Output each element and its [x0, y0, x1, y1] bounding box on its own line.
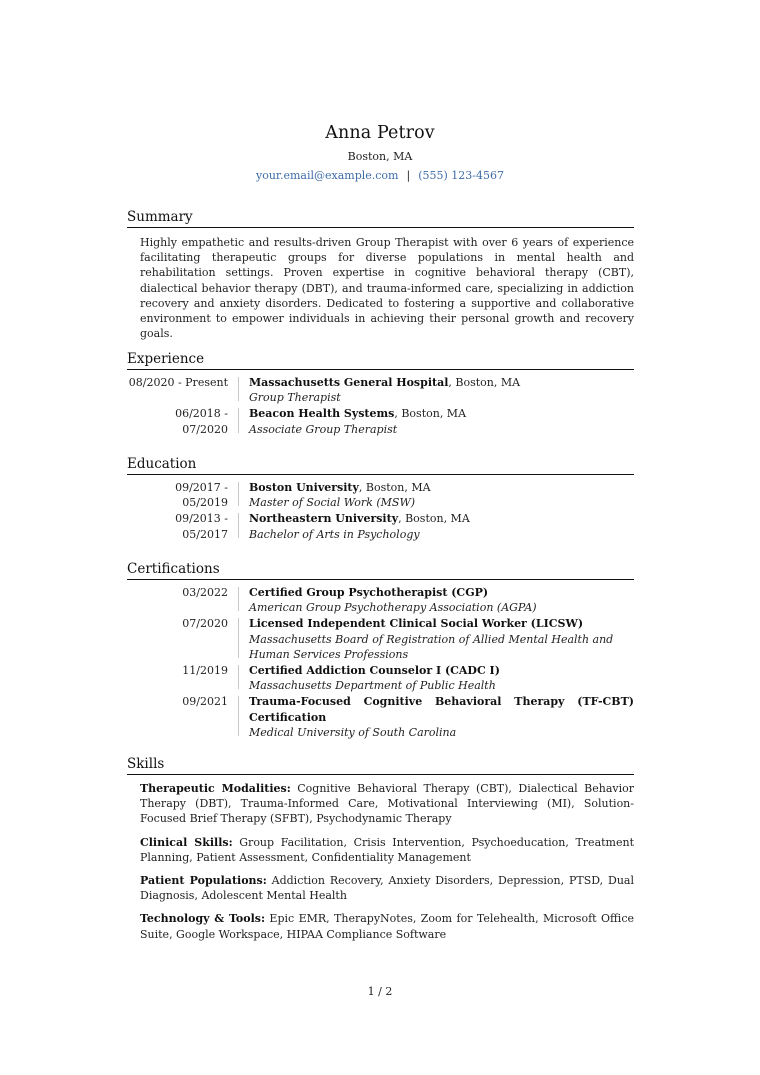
entry-location: , Boston, MA	[358, 481, 431, 494]
candidate-name: Anna Petrov	[325, 123, 435, 143]
entry-date: 09/2021	[182, 695, 228, 709]
skill-group-text: Epic EMR, TherapyNotes, Zoom for Telehealth, Microsoft Office Suite, Google Workspace, HIPAA Compliance Software	[140, 912, 634, 941]
skill-group	[140, 911, 634, 941]
certifications-section	[127, 561, 634, 741]
entry-role: Associate Group Therapist	[249, 422, 398, 436]
entry-location: , Boston, MA	[448, 376, 521, 389]
skill-group-label: Therapeutic Modalities:	[140, 782, 291, 795]
skill-group-label: Technology & Tools:	[140, 912, 265, 926]
education-entry	[127, 511, 634, 541]
entry-date: 11/2019	[182, 664, 228, 678]
certification-entry	[127, 694, 634, 740]
entry-organization: Massachusetts General Hospital	[249, 376, 449, 389]
entry-degree: Bachelor of Arts in Psychology	[249, 527, 420, 541]
entry-location: , Boston, MA	[398, 512, 470, 526]
experience-rule	[127, 369, 634, 370]
skill-group-text: Group Facilitation, Crisis Intervention, Psychoeducation, Treatment Planning, Patient Assessment, Confidentiality Management	[140, 835, 634, 864]
certification-entry	[127, 663, 634, 693]
skills-rule	[127, 774, 634, 775]
education-heading: Education	[127, 456, 197, 472]
certification-issuer: American Group Psychotherapy Association (AGPA)	[249, 601, 537, 615]
certification-issuer: Medical University of South Carolina	[249, 725, 457, 739]
summary-heading: Summary	[127, 209, 193, 225]
entry-institution: Northeastern University	[249, 512, 399, 526]
certification-entry	[127, 616, 634, 662]
summary-text: Highly empathetic and results-driven Group Therapist with over 6 years of experience facilitating therapeutic groups for diverse populations in mental health and rehabilitation settings. Proven expertise in cognitive behavioral therapy (CBT), dialectical behavior therapy (DBT), and trauma-informed care, specializing in addiction recovery and anxiety disorders. Dedicated to fostering a supportive and collaborative environment to empower individuals in achieving their personal growth and recovery goals.	[140, 236, 634, 341]
skill-group-label: Clinical Skills:	[140, 835, 233, 849]
certification-name: Certified Addiction Counselor I (CADC I)	[249, 664, 500, 678]
entry-location: , Boston, MA	[394, 407, 467, 421]
skill-group	[140, 835, 634, 865]
skill-group-label: Patient Populations:	[140, 874, 267, 888]
email-link[interactable]: your.email@example.com	[256, 169, 399, 182]
certifications-rule	[127, 579, 634, 580]
skill-group	[140, 873, 634, 903]
skills-heading: Skills	[127, 756, 165, 772]
entry-date: 03/2022	[182, 586, 228, 599]
resume-header	[0, 121, 760, 183]
candidate-location: Boston, MA	[347, 150, 413, 163]
certification-issuer: Massachusetts Department of Public Health	[249, 679, 496, 693]
certifications-heading: Certifications	[127, 561, 220, 577]
experience-heading: Experience	[127, 351, 205, 367]
skills-section	[127, 756, 634, 950]
entry-date: 07/2020	[182, 617, 228, 631]
education-rule	[127, 474, 634, 475]
contact-line	[0, 169, 760, 183]
entry-organization: Beacon Health Systems	[249, 407, 395, 421]
skill-group-text: Cognitive Behavioral Therapy (CBT), Dialectical Behavior Therapy (DBT), Trauma-Informed Care, Motivational Interviewing (MI), Solution-Focused Brief Therapy (SFBT), Psychodynamic Therapy	[140, 782, 635, 826]
certification-issuer: Massachusetts Board of Registration of Allied Mental Health and Human Services Professions	[249, 632, 614, 661]
experience-entry	[127, 375, 634, 405]
entry-date: 09/2013 - 05/2017	[175, 512, 228, 541]
entry-date: 06/2018 - 07/2020	[175, 407, 228, 436]
education-section	[127, 456, 634, 543]
entry-degree: Master of Social Work (MSW)	[249, 496, 416, 510]
skill-group-text: Addiction Recovery, Anxiety Disorders, Depression, PTSD, Dual Diagnosis, Adolescent Mental Health	[140, 874, 634, 903]
certification-name: Licensed Independent Clinical Social Worker (LICSW)	[249, 617, 584, 631]
entry-institution: Boston University	[249, 481, 359, 494]
page-number: 1 / 2	[367, 985, 393, 998]
education-entry	[127, 480, 634, 510]
experience-section	[127, 351, 634, 438]
phone-link[interactable]: (555) 123-4567	[418, 169, 504, 182]
skill-group	[140, 781, 634, 827]
certification-name: Certified Group Psychotherapist (CGP)	[249, 586, 489, 599]
summary-section	[127, 209, 634, 341]
entry-role: Group Therapist	[249, 391, 341, 405]
entry-date: 09/2017 - 05/2019	[175, 481, 228, 510]
contact-separator: |	[406, 169, 411, 182]
certification-entry	[127, 585, 634, 615]
certification-name: Trauma-Focused Cognitive Behavioral Therapy (TF-CBT) Certification	[249, 695, 634, 724]
entry-date: 08/2020 - Present	[128, 376, 228, 389]
experience-entry	[127, 406, 634, 436]
summary-rule	[127, 227, 634, 228]
